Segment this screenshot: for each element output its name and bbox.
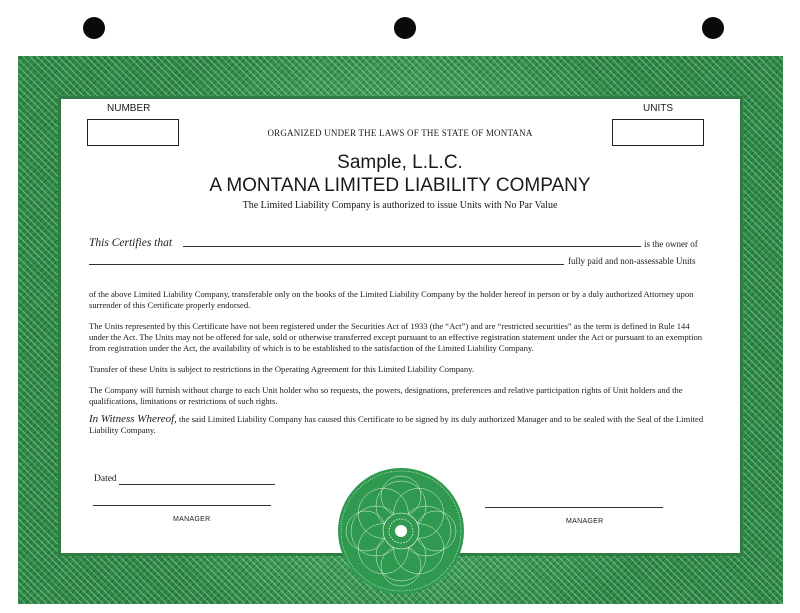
owner-name-line[interactable] (183, 246, 641, 247)
owner-of-label: is the owner of (644, 239, 698, 249)
binder-hole-right (702, 17, 724, 39)
number-label: NUMBER (107, 103, 151, 114)
company-seal-icon (336, 466, 466, 596)
manager-signature-line-left[interactable] (93, 505, 271, 506)
witness-paragraph (89, 414, 704, 436)
manager-label-left: MANAGER (173, 516, 211, 523)
manager-label-right: MANAGER (566, 518, 604, 525)
binder-hole-center (394, 17, 416, 39)
dated-label: Dated (94, 474, 117, 484)
company-type: A MONTANA LIMITED LIABILITY COMPANY (209, 175, 591, 196)
witness-text: the said Limited Liability Company has caused this Certificate to be signed by its duly authorized Manager and to be sealed with the Seal of the Limited Liability Company. (89, 414, 704, 435)
company-name: Sample, L.L.C. (337, 152, 463, 173)
fully-paid-label: fully paid and non-assessable Units (568, 256, 696, 266)
binder-hole-left (83, 17, 105, 39)
witness-lead: In Witness Whereof, (89, 413, 177, 425)
units-label: UNITS (643, 103, 673, 114)
date-line[interactable] (119, 484, 275, 485)
transfer-paragraph: of the above Limited Liability Company, transferable only on the books of the Limited Liability Company by the holder hereof in person or by a duly authorized Attorney upon surrender of this Certificate properly endorsed. (89, 289, 694, 310)
restrictions-paragraph: Transfer of these Units is subject to restrictions in the Operating Agreement for this Limited Liability Company. (89, 364, 475, 374)
units-amount-line[interactable] (89, 264, 564, 265)
rights-paragraph: The Company will furnish without charge to each Unit holder who so requests, the powers, designations, preferences and relative participation rights of Unit holders and the qualifications, limitations or restrictions of such rights. (89, 385, 683, 406)
company-heading (0, 151, 800, 197)
organized-statement: ORGANIZED UNDER THE LAWS OF THE STATE OF MONTANA (267, 128, 533, 138)
certifies-label: This Certifies that (89, 237, 173, 249)
manager-signature-line-right[interactable] (485, 507, 663, 508)
securities-act-paragraph: The Units represented by this Certificate have not been registered under the Securities Act of 1933 (the “Act”) and are “restricted securities” as the term is defined in Rule 144 under the Act. The Units may not be offered for sale, sold or otherwise transferred except pursuant to an effective registration statement under the Act or pursuant to an exemption from registration under the Act, the availability of which is to be established to the satisfaction of the Limited Liability Company. (89, 321, 703, 353)
authorized-statement: The Limited Liability Company is authorized to issue Units with No Par Value (242, 200, 558, 211)
